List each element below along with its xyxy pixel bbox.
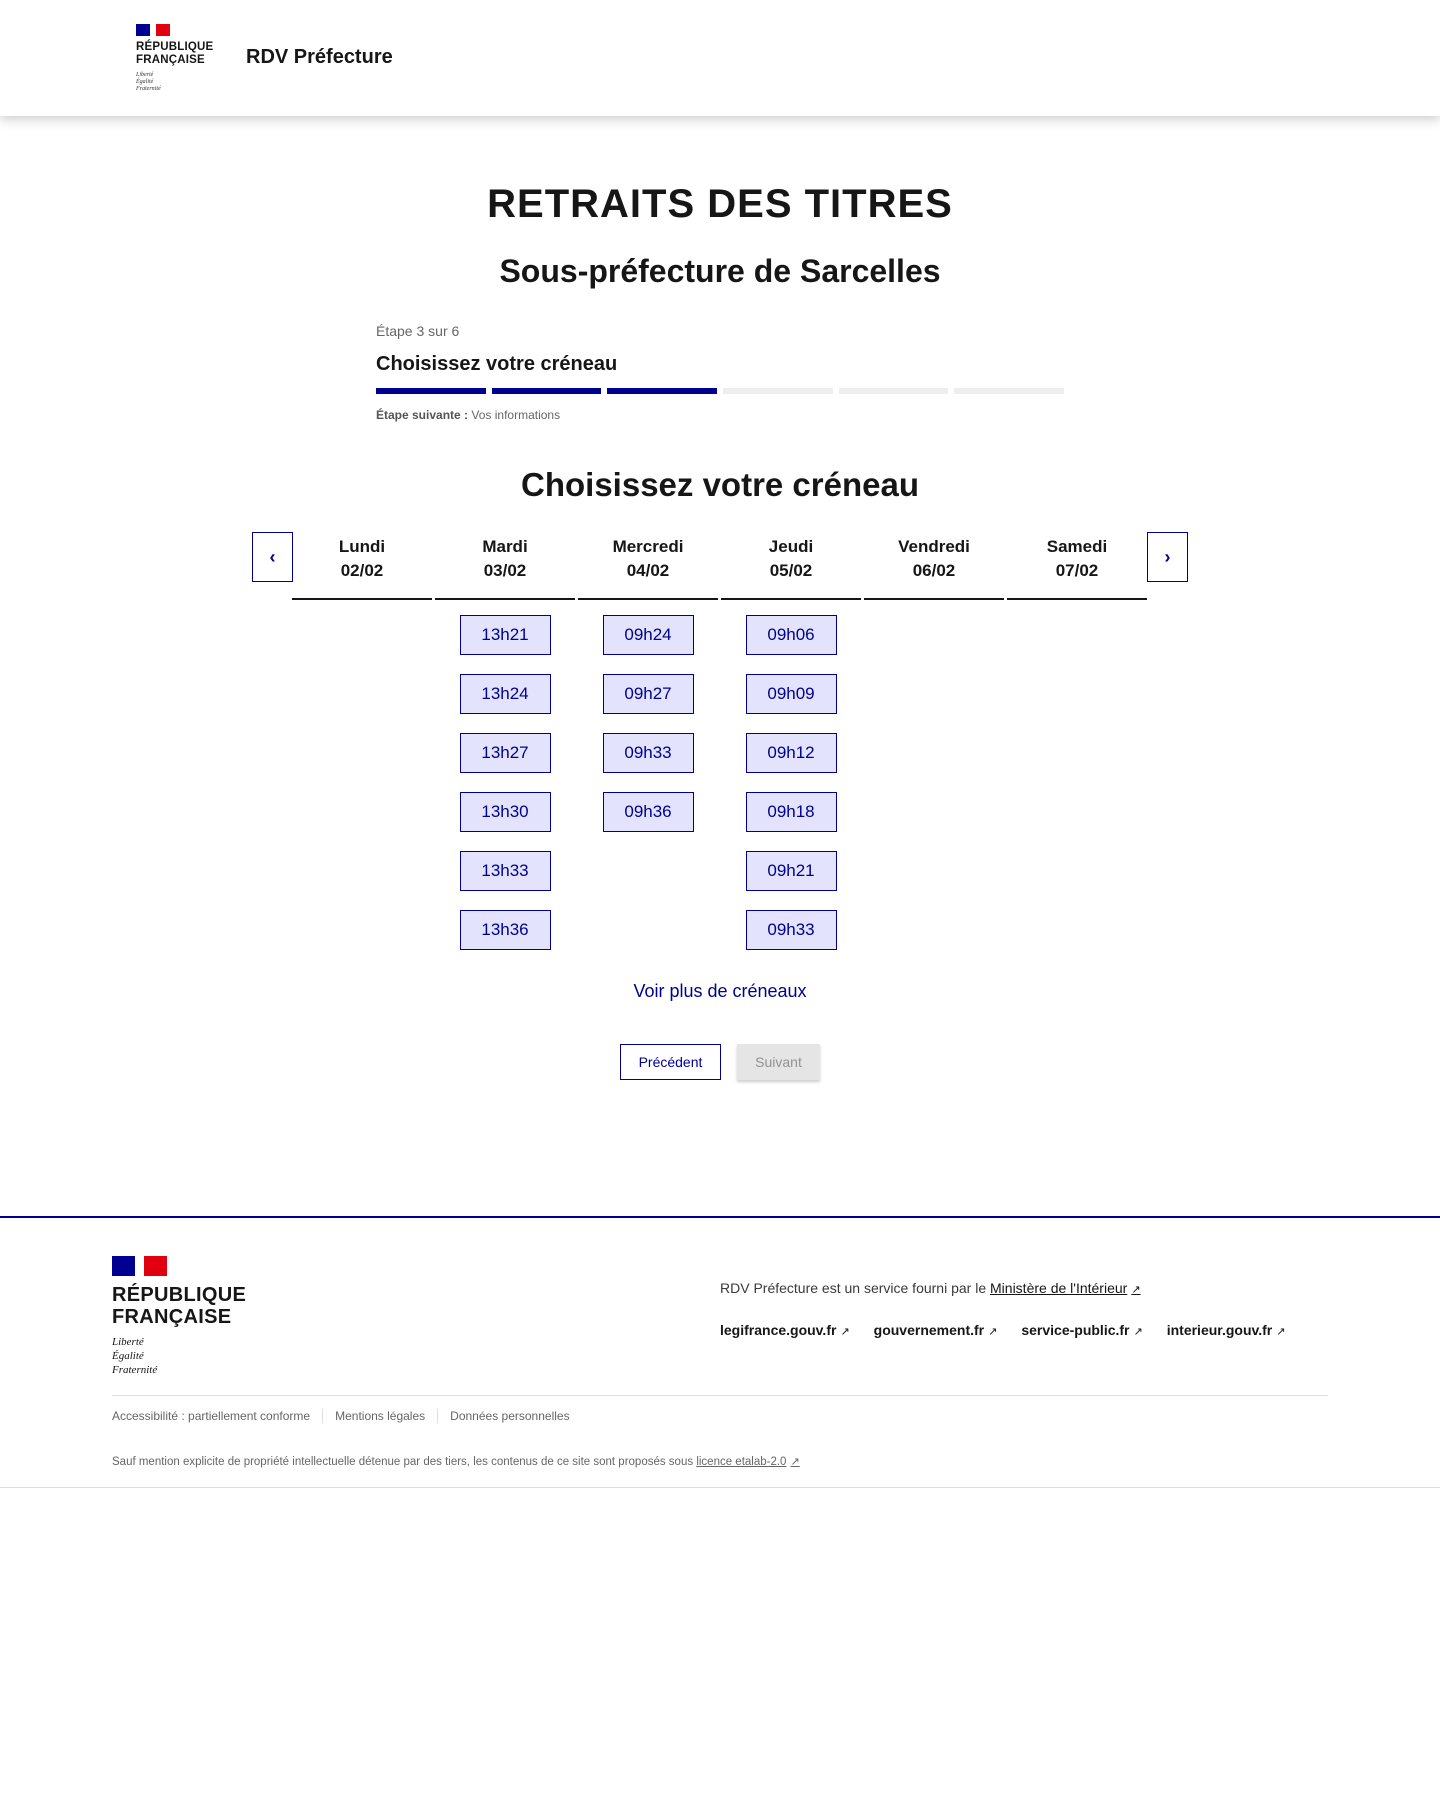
stepper-title: Choisissez votre créneau bbox=[376, 353, 618, 375]
day-name: Mardi bbox=[482, 537, 528, 556]
ministry-link[interactable]: Ministère de l'Intérieur ↗ bbox=[990, 1280, 1141, 1296]
slot-list bbox=[578, 615, 718, 832]
day-date: 02/02 bbox=[340, 561, 384, 580]
footer-logo-text: RÉPUBLIQUE FRANÇAISE bbox=[112, 1284, 247, 1328]
chevron-left-icon: ‹ bbox=[269, 546, 276, 567]
day-date: 04/02 bbox=[626, 561, 670, 580]
time-slot-button[interactable]: 09h27 bbox=[603, 674, 694, 714]
site-title[interactable]: RDV Préfecture bbox=[246, 46, 393, 68]
time-slot-button[interactable]: 09h12 bbox=[746, 733, 837, 773]
legal-mentions-link[interactable]: Mentions légales bbox=[322, 1409, 437, 1423]
time-slot-button[interactable]: 13h24 bbox=[460, 674, 551, 714]
gouvernement-link[interactable]: gouvernement.fr ↗ bbox=[873, 1322, 998, 1338]
time-slot-button[interactable]: 09h18 bbox=[746, 792, 837, 832]
section-title: Choisissez votre créneau bbox=[521, 466, 919, 503]
external-link-icon: ↗ bbox=[1276, 1326, 1286, 1338]
stepper-segment bbox=[723, 388, 833, 394]
accessibility-link[interactable]: Accessibilité : partiellement conforme bbox=[112, 1409, 311, 1423]
external-link-icon: ↗ bbox=[1133, 1326, 1143, 1338]
legifrance-link[interactable]: legifrance.gouv.fr ↗ bbox=[720, 1322, 850, 1338]
day-header bbox=[1007, 532, 1147, 600]
personal-data-link[interactable]: Données personnelles bbox=[437, 1409, 581, 1423]
external-link-icon: ↗ bbox=[988, 1326, 998, 1338]
day-column bbox=[864, 532, 1004, 950]
time-slot-button[interactable]: 13h33 bbox=[460, 851, 551, 891]
day-name: Lundi bbox=[338, 537, 386, 556]
more-slots-link[interactable]: Voir plus de créneaux bbox=[633, 981, 807, 1001]
day-header bbox=[578, 532, 718, 600]
footer-links bbox=[720, 1322, 1285, 1338]
day-name: Mercredi bbox=[612, 537, 684, 556]
license-link[interactable]: licence etalab-2.0 ↗ bbox=[696, 1456, 800, 1468]
stepper-segment bbox=[376, 388, 486, 394]
footer-republique-francaise-logo[interactable] bbox=[112, 1256, 252, 1377]
marianne-flag-icon bbox=[136, 24, 170, 36]
day-column bbox=[1007, 532, 1147, 950]
external-link-icon: ↗ bbox=[840, 1326, 850, 1338]
time-slot-button[interactable]: 09h33 bbox=[746, 910, 837, 950]
footer-legal-text: Sauf mention explicite de propriété intellectuelle détenue par des tiers, les contenus de ce site sont proposés sous licence etalab-2.0 ↗ bbox=[112, 1456, 800, 1468]
day-date: 03/02 bbox=[483, 561, 527, 580]
page-title: RETRAITS DES TITRES bbox=[487, 182, 953, 226]
calendar-days bbox=[292, 532, 1150, 950]
previous-week-button[interactable] bbox=[252, 532, 293, 582]
footer-bottom-links bbox=[112, 1409, 582, 1423]
time-slot-button[interactable]: 09h33 bbox=[603, 733, 694, 773]
republique-francaise-logo[interactable] bbox=[136, 24, 216, 93]
day-date: 05/02 bbox=[769, 561, 813, 580]
stepper-segment bbox=[954, 388, 1064, 394]
stepper-segment bbox=[839, 388, 949, 394]
external-link-icon: ↗ bbox=[1131, 1284, 1141, 1296]
day-column bbox=[435, 532, 575, 950]
external-link-icon: ↗ bbox=[790, 1456, 800, 1468]
service-public-link[interactable]: service-public.fr ↗ bbox=[1021, 1322, 1143, 1338]
next-button[interactable]: Suivant bbox=[737, 1044, 820, 1080]
day-header bbox=[292, 532, 432, 600]
next-week-button[interactable] bbox=[1147, 532, 1188, 582]
day-header bbox=[864, 532, 1004, 600]
footer-logo-motto: Liberté Égalité Fraternité bbox=[112, 1336, 158, 1376]
chevron-right-icon: › bbox=[1164, 546, 1171, 567]
day-column bbox=[721, 532, 861, 950]
time-slot-button[interactable]: 09h06 bbox=[746, 615, 837, 655]
logo-text: RÉPUBLIQUE FRANÇAISE bbox=[136, 41, 214, 66]
stepper bbox=[376, 323, 1064, 422]
marianne-flag-icon bbox=[112, 1256, 167, 1276]
footer-description: RDV Préfecture est un service fourni par le Ministère de l'Intérieur ↗ bbox=[720, 1280, 1141, 1296]
time-slot-button[interactable]: 09h24 bbox=[603, 615, 694, 655]
site-footer bbox=[0, 1216, 1440, 1488]
day-column bbox=[292, 532, 432, 950]
time-slot-button[interactable]: 13h27 bbox=[460, 733, 551, 773]
time-slot-button[interactable]: 09h09 bbox=[746, 674, 837, 714]
time-slot-button[interactable]: 13h30 bbox=[460, 792, 551, 832]
stepper-segment bbox=[607, 388, 717, 394]
slot-list bbox=[435, 615, 575, 950]
day-name: Samedi bbox=[1046, 537, 1108, 556]
form-actions bbox=[620, 1044, 820, 1080]
stepper-state: Étape 3 sur 6 bbox=[376, 323, 460, 339]
time-slot-button[interactable]: 09h36 bbox=[603, 792, 694, 832]
logo-motto: Liberté Égalité Fraternité bbox=[136, 72, 161, 92]
time-slot-button[interactable]: 09h21 bbox=[746, 851, 837, 891]
interieur-link[interactable]: interieur.gouv.fr ↗ bbox=[1166, 1322, 1286, 1338]
day-header bbox=[721, 532, 861, 600]
previous-button[interactable]: Précédent bbox=[620, 1044, 721, 1080]
slot-list bbox=[721, 615, 861, 950]
stepper-next-step: Étape suivante : Vos informations bbox=[376, 408, 561, 422]
day-date: 07/02 bbox=[1055, 561, 1099, 580]
stepper-progress bbox=[376, 388, 1064, 394]
day-header bbox=[435, 532, 575, 600]
time-slot-button[interactable]: 13h36 bbox=[460, 910, 551, 950]
footer-divider bbox=[112, 1395, 1328, 1396]
stepper-segment bbox=[492, 388, 602, 394]
day-name: Vendredi bbox=[898, 537, 970, 556]
day-date: 06/02 bbox=[912, 561, 956, 580]
site-header bbox=[0, 0, 1440, 116]
time-slot-button[interactable]: 13h21 bbox=[460, 615, 551, 655]
page-subtitle: Sous-préfecture de Sarcelles bbox=[499, 253, 941, 289]
day-name: Jeudi bbox=[768, 537, 814, 556]
day-column bbox=[578, 532, 718, 950]
